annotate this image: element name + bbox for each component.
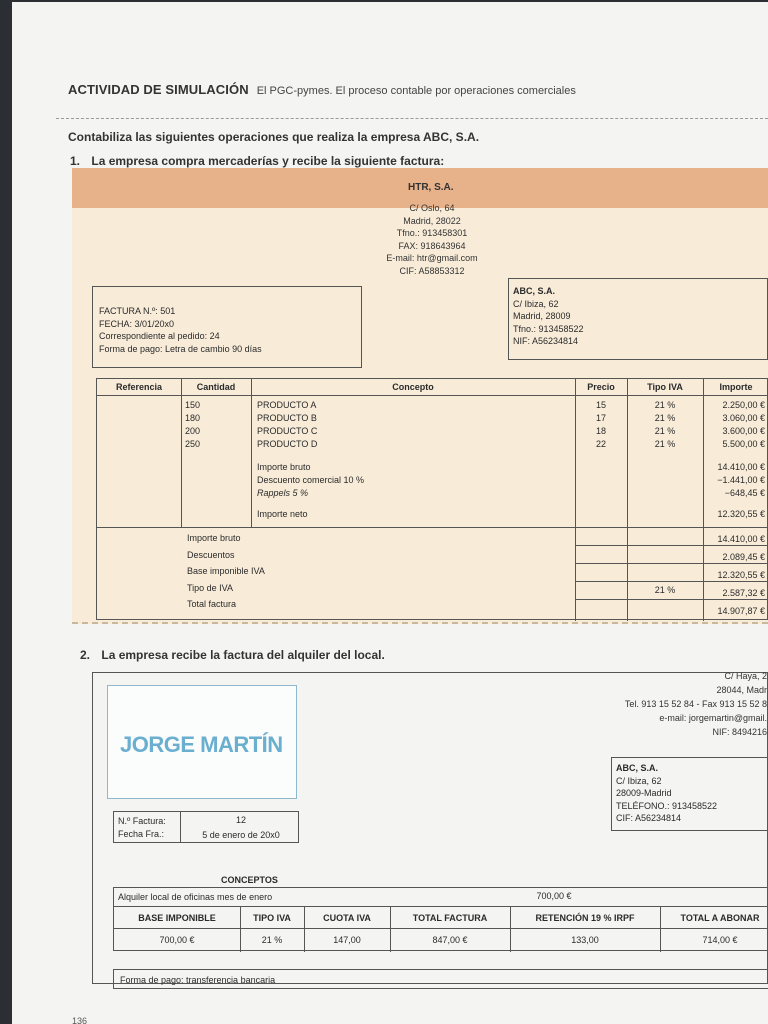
column-header: RETENCIÓN 19 % IRPF xyxy=(535,913,635,923)
column-header: Importe xyxy=(719,382,753,392)
sender-line: 28044, Madr xyxy=(716,685,767,695)
sender-address xyxy=(537,669,767,739)
column-header: TOTAL FACTURA xyxy=(412,913,488,923)
column-header: CUOTA IVA xyxy=(323,913,371,923)
invoice-detail-line: Correspondiente al pedido: 24 xyxy=(99,331,220,341)
supplier-line: Madrid, 28022 xyxy=(403,215,461,226)
table-cell: 18 xyxy=(595,426,606,436)
column-header: Cantidad xyxy=(196,382,236,392)
supplier-name: HTR, S.A. xyxy=(408,182,454,193)
subtotal-value: −1.441,00 € xyxy=(717,475,765,485)
book-page xyxy=(12,2,768,1024)
table-cell: 250 xyxy=(185,439,201,449)
table-cell: 5.500,00 € xyxy=(722,439,765,449)
supplier-line: CIF: A58853312 xyxy=(399,265,465,276)
summary-label: Tipo de IVA xyxy=(187,582,234,593)
concept-description: Alquiler local de oficinas mes de enero xyxy=(118,892,273,902)
subtotal-value: 12.320,55 € xyxy=(717,509,765,519)
table-cell: 700,00 € xyxy=(159,935,195,945)
client-line: NIF: A56234814 xyxy=(513,336,579,346)
table-divider xyxy=(97,395,768,396)
summary-value: 14.907,87 € xyxy=(717,606,765,616)
client-line: CIF: A56234814 xyxy=(616,813,682,823)
question-1 xyxy=(70,154,444,168)
invoice-number-label: N.º Factura: xyxy=(118,816,166,826)
summary-label: Total factura xyxy=(187,599,237,609)
table-cell: PRODUCTO D xyxy=(257,439,318,449)
column-header: TIPO IVA xyxy=(253,913,291,923)
page-header xyxy=(68,82,768,97)
concept-amount: 700,00 € xyxy=(536,891,572,901)
summary-label: Descuentos xyxy=(187,549,235,560)
client-box xyxy=(508,278,768,360)
question-2 xyxy=(80,648,385,662)
invoice-number-value: 12 xyxy=(235,815,246,825)
payment-method: Forma de pago: transferencia bancaria xyxy=(113,969,768,989)
question-1-number: 1. xyxy=(70,154,81,168)
table-cell: 133,00 xyxy=(571,935,599,945)
table-cell: 200 xyxy=(185,426,201,436)
question-2-number: 2. xyxy=(80,648,91,662)
activity-subtitle: El PGC-pymes. El proceso contable por operaciones comerciales xyxy=(256,85,576,97)
subtotal-value: 14.410,00 € xyxy=(717,462,765,472)
table-cell: 847,00 € xyxy=(432,935,468,945)
invoice-detail-line: FECHA: 3/01/20x0 xyxy=(99,318,175,329)
table-cell: PRODUCTO A xyxy=(257,400,317,410)
summary-labels xyxy=(187,530,265,613)
table-cell: 150 xyxy=(185,400,201,410)
table-cell: 21 % xyxy=(654,400,676,410)
quantity-column xyxy=(185,399,200,451)
summary-values xyxy=(703,530,765,620)
client-line: C/ Ibiza, 62 xyxy=(513,298,559,309)
page-number: 136 xyxy=(72,1016,88,1024)
supplier-line: E-mail: htr@gmail.com xyxy=(386,253,478,263)
subtotal-label: Importe bruto xyxy=(257,462,311,472)
client-line: TELÉFONO.: 913458522 xyxy=(616,800,718,811)
subtotal-label: Importe neto xyxy=(257,509,308,519)
table-cell: 15 xyxy=(595,400,606,410)
summary-value: 2.089,45 € xyxy=(722,552,765,562)
summary-label: Importe bruto xyxy=(187,533,241,543)
column-header: Referencia xyxy=(115,382,163,392)
table-divider xyxy=(251,379,252,527)
sender-line: e-mail: jorgemartin@gmail. xyxy=(659,713,767,723)
summary-value: 2.587,32 € xyxy=(722,588,765,598)
subtotal-label: Descuento comercial 10 % xyxy=(257,475,365,485)
concept-column xyxy=(257,399,364,521)
table-cell: 21 % xyxy=(654,426,676,436)
question-2-text: La empresa recibe la factura del alquiler del local. xyxy=(101,648,385,662)
table-cell: PRODUCTO B xyxy=(257,413,317,423)
table-cell: 21 % xyxy=(654,439,676,449)
client-line: 28009-Madrid xyxy=(616,788,672,798)
invoice-date-value: 5 de enero de 20x0 xyxy=(202,830,280,840)
concepts-table xyxy=(113,887,768,951)
table-cell: 22 xyxy=(595,439,606,449)
sender-line: Tel. 913 15 52 84 - Fax 913 15 52 8 xyxy=(624,699,767,709)
column-header: TOTAL A ABONAR xyxy=(680,913,760,923)
summary-label: Base imponible IVA xyxy=(187,566,265,576)
table-cell: 21 % xyxy=(261,935,283,945)
summary-vat-rate: 21 % xyxy=(654,585,676,595)
column-header: Concepto xyxy=(392,382,434,392)
table-cell: 2.250,00 € xyxy=(722,400,765,410)
spacer xyxy=(703,451,765,461)
column-header: BASE IMPONIBLE xyxy=(138,913,216,923)
table-divider xyxy=(114,928,768,929)
summary-value: 14.410,00 € xyxy=(717,534,765,544)
invoice-details-box xyxy=(92,286,362,368)
column-header: Tipo IVA xyxy=(647,382,683,392)
client-name: ABC, S.A. xyxy=(513,286,556,296)
invoice-lines-table xyxy=(96,378,768,620)
column-header: Precio xyxy=(587,382,615,392)
table-cell: 21 % xyxy=(654,413,676,423)
activity-title: ACTIVIDAD DE SIMULACIÓN xyxy=(68,82,249,97)
rent-invoice xyxy=(92,672,768,984)
exercise-intro: Contabiliza las siguientes operaciones que realiza la empresa ABC, S.A. xyxy=(68,130,480,144)
concepts-title: CONCEPTOS xyxy=(221,875,278,885)
client-line: Madrid, 28009 xyxy=(513,311,571,321)
vat-column xyxy=(627,399,703,451)
client-line: Tfno.: 913458522 xyxy=(513,323,584,334)
table-cell: 147,00 xyxy=(333,935,361,945)
spacer xyxy=(257,500,364,508)
price-column xyxy=(575,399,627,451)
logo-text: JORGE MARTÍN xyxy=(120,732,283,757)
supplier-line: Tfno.: 913458301 xyxy=(396,228,468,238)
amount-column xyxy=(703,399,765,521)
client-line: C/ Ibiza, 62 xyxy=(616,775,662,786)
question-1-text: La empresa compra mercaderías y recibe la siguiente factura: xyxy=(91,154,445,168)
summary-value: 12.320,55 € xyxy=(717,570,765,580)
spacer xyxy=(703,500,765,508)
table-cell: PRODUCTO C xyxy=(257,426,318,436)
supplier-invoice xyxy=(72,168,768,624)
sender-line: NIF: 8494216 xyxy=(712,727,767,737)
subtotal-label: Rappels 5 % xyxy=(257,488,309,498)
supplier-line: FAX: 918643964 xyxy=(398,240,466,251)
header-divider xyxy=(56,118,768,119)
company-logo xyxy=(107,685,297,799)
table-cell: 3.600,00 € xyxy=(722,426,765,436)
subtotal-value: −648,45 € xyxy=(724,488,765,498)
invoice-detail-line: Forma de pago: Letra de cambio 90 días xyxy=(99,343,262,354)
invoice-detail-line: FACTURA N.º: 501 xyxy=(99,306,176,316)
table-cell: 180 xyxy=(185,413,201,423)
supplier-address xyxy=(362,202,502,277)
table-cell: 714,00 € xyxy=(702,935,738,945)
supplier-line: C/ Oslo, 64 xyxy=(409,203,455,213)
table-cell: 17 xyxy=(595,413,606,423)
table-divider xyxy=(97,527,768,528)
box-divider xyxy=(180,812,181,842)
client-box xyxy=(611,757,768,831)
invoice-number-box xyxy=(113,811,299,843)
invoice-date-label: Fecha Fra.: xyxy=(118,829,165,839)
spacer xyxy=(257,451,364,461)
client-name: ABC, S.A. xyxy=(616,763,659,773)
table-divider xyxy=(114,906,768,907)
table-cell: 3.060,00 € xyxy=(722,413,765,423)
sender-line: C/ Haya, 2 xyxy=(724,671,767,681)
table-divider xyxy=(181,379,182,527)
